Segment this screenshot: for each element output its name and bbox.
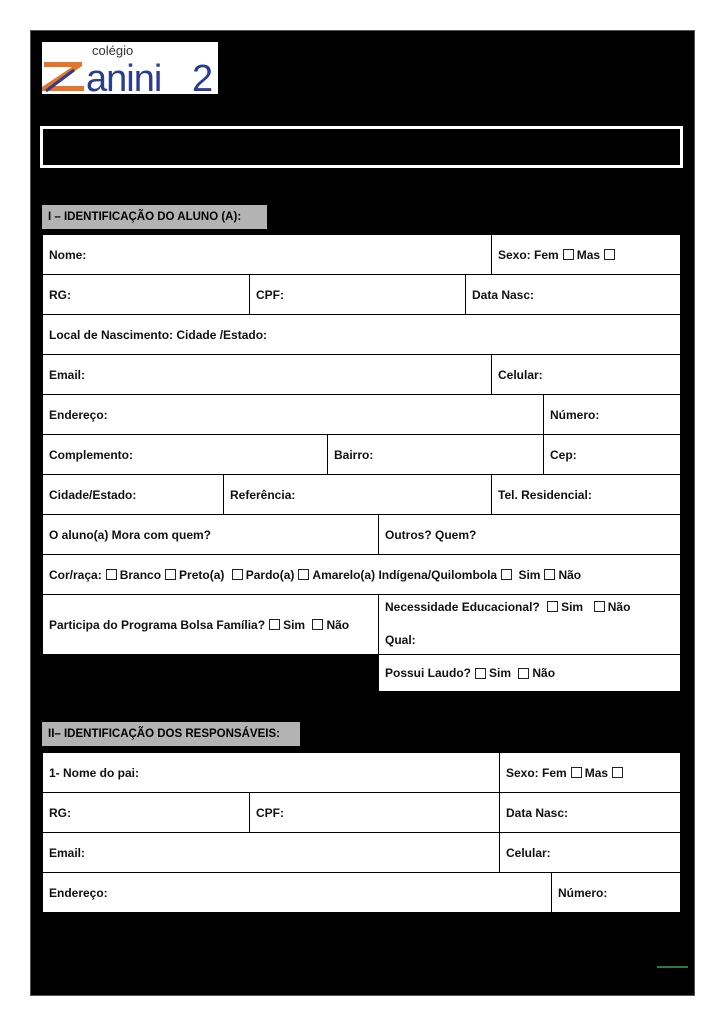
student-home-phone-field[interactable]: Tel. Residencial: xyxy=(491,474,681,515)
lives-with-field[interactable]: O aluno(a) Mora com quem? xyxy=(42,514,379,555)
student-zip-field[interactable]: Cep: xyxy=(543,434,681,475)
father-mas-checkbox[interactable] xyxy=(612,767,623,778)
needs-nao-checkbox[interactable] xyxy=(594,601,605,612)
section-2-title: II– IDENTIFICAÇÃO DOS RESPONSÁVEIS: xyxy=(42,722,300,746)
indigena-sim-checkbox[interactable] xyxy=(501,569,512,580)
section-1-title: I – IDENTIFICAÇÃO DO ALUNO (A): xyxy=(42,205,267,229)
sex-mas-checkbox[interactable] xyxy=(604,249,615,260)
father-mobile-field[interactable]: Celular: xyxy=(499,832,681,873)
student-cpf-field[interactable]: CPF: xyxy=(249,274,466,315)
special-needs-field: Necessidade Educacional? Sim Não Qual: xyxy=(378,594,681,655)
svg-text:2: 2 xyxy=(192,58,214,94)
father-email-field[interactable]: Email: xyxy=(42,832,500,873)
bolsa-sim-checkbox[interactable] xyxy=(269,619,280,630)
student-birthdate-field[interactable]: Data Nasc: xyxy=(465,274,681,315)
corner-mark xyxy=(657,966,688,968)
school-logo xyxy=(42,42,218,94)
father-address-field[interactable]: Endereço: xyxy=(42,872,552,913)
svg-text:colégio: colégio xyxy=(92,43,134,58)
student-city-field[interactable]: Cidade/Estado: xyxy=(42,474,224,515)
race-row: Cor/raça: Branco Preto(a) Pardo(a) Amarelo(a) Indígena/Quilombola Sim Não xyxy=(42,554,681,595)
father-rg-field[interactable]: RG: xyxy=(42,792,250,833)
svg-text:anini: anini xyxy=(86,58,162,94)
student-number-field[interactable]: Número: xyxy=(543,394,681,435)
father-sex-field: Sexo: Fem Mas xyxy=(499,752,681,793)
others-who-field[interactable]: Outros? Quem? xyxy=(378,514,681,555)
student-name-field[interactable]: Nome: xyxy=(42,234,492,275)
needs-sim-checkbox[interactable] xyxy=(547,601,558,612)
student-sex-field: Sexo: Fem Mas xyxy=(491,234,681,275)
bolsa-nao-checkbox[interactable] xyxy=(312,619,323,630)
student-reference-field[interactable]: Referência: xyxy=(223,474,492,515)
race-amarelo-checkbox[interactable] xyxy=(298,569,309,580)
race-preto-checkbox[interactable] xyxy=(165,569,176,580)
sex-fem-checkbox[interactable] xyxy=(563,249,574,260)
laudo-sim-checkbox[interactable] xyxy=(475,668,486,679)
laudo-nao-checkbox[interactable] xyxy=(518,668,529,679)
student-mobile-field[interactable]: Celular: xyxy=(491,354,681,395)
indigena-nao-checkbox[interactable] xyxy=(544,569,555,580)
father-cpf-field[interactable]: CPF: xyxy=(249,792,500,833)
student-birthplace-field[interactable]: Local de Nascimento: Cidade /Estado: xyxy=(42,314,681,355)
student-district-field[interactable]: Bairro: xyxy=(327,434,544,475)
zanini-logo-icon xyxy=(42,42,218,94)
bolsa-familia-field: Participa do Programa Bolsa Família? Sim Não xyxy=(42,594,379,655)
medical-report-field: Possui Laudo? Sim Não xyxy=(378,654,681,692)
needs-which-label[interactable]: Qual: xyxy=(385,633,416,647)
father-number-field[interactable]: Número: xyxy=(551,872,681,913)
student-rg-field[interactable]: RG: xyxy=(42,274,250,315)
father-name-field[interactable]: 1- Nome do pai: xyxy=(42,752,500,793)
student-address-field[interactable]: Endereço: xyxy=(42,394,544,435)
race-pardo-checkbox[interactable] xyxy=(232,569,243,580)
race-branco-checkbox[interactable] xyxy=(106,569,117,580)
student-email-field[interactable]: Email: xyxy=(42,354,492,395)
father-birthdate-field[interactable]: Data Nasc: xyxy=(499,792,681,833)
student-complement-field[interactable]: Complemento: xyxy=(42,434,328,475)
father-fem-checkbox[interactable] xyxy=(571,767,582,778)
form-title-box xyxy=(40,126,683,168)
